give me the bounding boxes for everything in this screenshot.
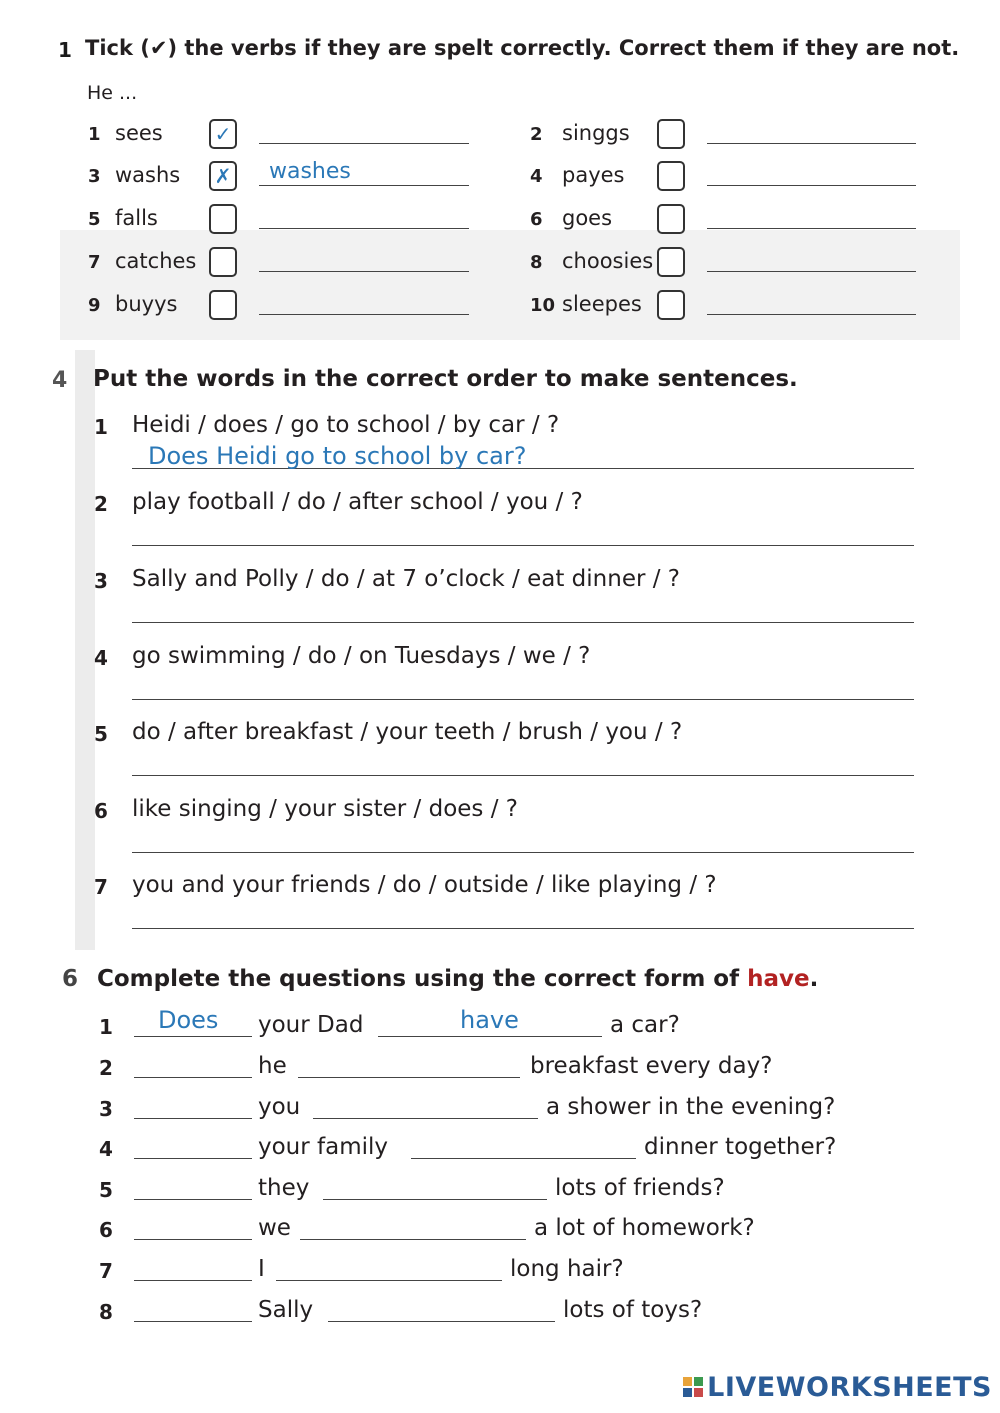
section-number: 1 [58, 38, 72, 62]
logo-text: LIVEWORKSHEETS [707, 1372, 992, 1403]
correction-line[interactable] [259, 271, 469, 272]
item-number: 6 [94, 799, 108, 823]
verb-word: sees [115, 121, 163, 145]
question-subject: we [258, 1215, 291, 1241]
question-rest: a lot of homework? [534, 1215, 755, 1241]
item-number: 6 [530, 209, 543, 230]
jumbled-prompt: like singing / your sister / does / ? [132, 796, 518, 822]
scan-shading [75, 350, 95, 950]
tick-checkbox[interactable] [209, 119, 237, 149]
correction-line[interactable] [707, 271, 916, 272]
verb-word: singgs [562, 121, 630, 145]
item-number: 5 [99, 1178, 113, 1202]
answer-line[interactable] [132, 699, 914, 700]
jumbled-prompt: Heidi / does / go to school / by car / ? [132, 412, 560, 438]
question-rest: lots of toys? [563, 1297, 703, 1323]
jumbled-prompt: go swimming / do / on Tuesdays / we / ? [132, 643, 591, 669]
blank-line-1[interactable] [134, 1077, 252, 1078]
blank-line-1[interactable] [134, 1199, 252, 1200]
item-number: 5 [94, 722, 108, 746]
tick-mark: ✓ [214, 122, 232, 146]
blank-line-1[interactable] [134, 1118, 252, 1119]
item-number: 10 [530, 295, 556, 316]
tick-checkbox[interactable] [209, 290, 237, 320]
question-rest: a car? [610, 1012, 680, 1038]
correction-line[interactable] [707, 143, 916, 144]
blank-line-2[interactable] [378, 1036, 602, 1037]
sentence-answer[interactable]: Does Heidi go to school by car? [148, 442, 527, 470]
blank-line-1[interactable] [134, 1280, 252, 1281]
tick-checkbox[interactable] [657, 290, 685, 320]
heading-period: . [809, 966, 819, 992]
blank-answer-2[interactable]: have [460, 1006, 519, 1034]
correction-line[interactable] [259, 314, 469, 315]
item-number: 2 [530, 124, 543, 145]
blank-line-2[interactable] [298, 1077, 520, 1078]
item-number: 1 [99, 1015, 113, 1039]
item-number: 4 [530, 166, 543, 187]
question-subject: your Dad [258, 1012, 364, 1038]
scan-shading [60, 230, 960, 340]
tick-checkbox[interactable] [657, 161, 685, 191]
blank-line-2[interactable] [300, 1239, 526, 1240]
blank-line-1[interactable] [134, 1239, 252, 1240]
jumbled-prompt: play football / do / after school / you / ? [132, 489, 583, 515]
correction-line[interactable] [259, 185, 469, 186]
section-number: 6 [62, 966, 79, 992]
item-number: 1 [94, 415, 108, 439]
question-subject: they [258, 1175, 310, 1201]
question-subject: Sally [258, 1297, 314, 1323]
question-subject: I [258, 1256, 265, 1282]
item-number: 9 [88, 295, 101, 316]
tick-checkbox[interactable] [209, 161, 237, 191]
section-heading: Tick (✔) the verbs if they are spelt correctly. Correct them if they are not. [85, 36, 960, 60]
correction-line[interactable] [707, 228, 916, 229]
tick-checkbox[interactable] [209, 247, 237, 277]
heading-keyword: have [747, 966, 810, 992]
blank-line-1[interactable] [134, 1321, 252, 1322]
correction-line[interactable] [707, 314, 916, 315]
jumbled-prompt: you and your friends / do / outside / like playing / ? [132, 872, 717, 898]
item-number: 3 [94, 569, 108, 593]
blank-line-2[interactable] [411, 1158, 636, 1159]
item-number: 3 [88, 166, 101, 187]
section-prompt: He ... [87, 82, 138, 104]
verb-word: catches [115, 249, 197, 273]
verb-word: choosies [562, 249, 654, 273]
answer-line[interactable] [132, 545, 914, 546]
blank-answer-1[interactable]: Does [158, 1006, 219, 1034]
section-heading [97, 966, 818, 992]
jumbled-prompt: do / after breakfast / your teeth / brush / you / ? [132, 719, 683, 745]
heading-text: Complete the questions using the correct form of [97, 966, 748, 992]
tick-checkbox[interactable] [657, 204, 685, 234]
blank-line-1[interactable] [134, 1158, 252, 1159]
item-number: 4 [99, 1137, 113, 1161]
blank-line-2[interactable] [313, 1118, 538, 1119]
verb-word: falls [115, 206, 158, 230]
answer-line[interactable] [132, 775, 914, 776]
verb-word: washs [115, 163, 181, 187]
logo-icon [682, 1376, 704, 1398]
tick-mark: ✗ [214, 164, 232, 188]
item-number: 7 [94, 875, 108, 899]
answer-line[interactable] [132, 928, 914, 929]
blank-line-2[interactable] [323, 1199, 547, 1200]
verb-word: buyys [115, 292, 178, 316]
section-number: 4 [52, 368, 68, 393]
blank-line-2[interactable] [328, 1321, 555, 1322]
tick-checkbox[interactable] [209, 204, 237, 234]
verb-word: payes [562, 163, 625, 187]
item-number: 7 [88, 252, 101, 273]
question-rest: lots of friends? [555, 1175, 725, 1201]
question-rest: long hair? [510, 1256, 624, 1282]
verb-word: sleepes [562, 292, 642, 316]
item-number: 2 [94, 492, 108, 516]
question-subject: your family [258, 1134, 389, 1160]
item-number: 2 [99, 1056, 113, 1080]
jumbled-prompt: Sally and Polly / do / at 7 o’clock / eat dinner / ? [132, 566, 681, 592]
item-number: 5 [88, 209, 101, 230]
item-number: 8 [530, 252, 543, 273]
correction-line[interactable] [707, 185, 916, 186]
item-number: 3 [99, 1097, 113, 1121]
correction-line[interactable] [259, 228, 469, 229]
question-rest: a shower in the evening? [546, 1094, 836, 1120]
correction-answer[interactable]: washes [269, 159, 351, 184]
answer-line[interactable] [132, 622, 914, 623]
liveworksheets-logo [682, 1372, 992, 1403]
item-number: 1 [88, 124, 101, 145]
question-subject: you [258, 1094, 301, 1120]
tick-checkbox[interactable] [657, 119, 685, 149]
tick-checkbox[interactable] [657, 247, 685, 277]
question-rest: breakfast every day? [530, 1053, 773, 1079]
blank-line-2[interactable] [276, 1280, 502, 1281]
item-number: 6 [99, 1218, 113, 1242]
item-number: 8 [99, 1300, 113, 1324]
correction-line[interactable] [259, 143, 469, 144]
answer-line[interactable] [132, 852, 914, 853]
verb-word: goes [562, 206, 613, 230]
section-heading: Put the words in the correct order to make sentences. [93, 366, 798, 392]
blank-line-1[interactable] [134, 1036, 252, 1037]
item-number: 4 [94, 646, 108, 670]
question-rest: dinner together? [644, 1134, 837, 1160]
question-subject: he [258, 1053, 287, 1079]
item-number: 7 [99, 1259, 113, 1283]
